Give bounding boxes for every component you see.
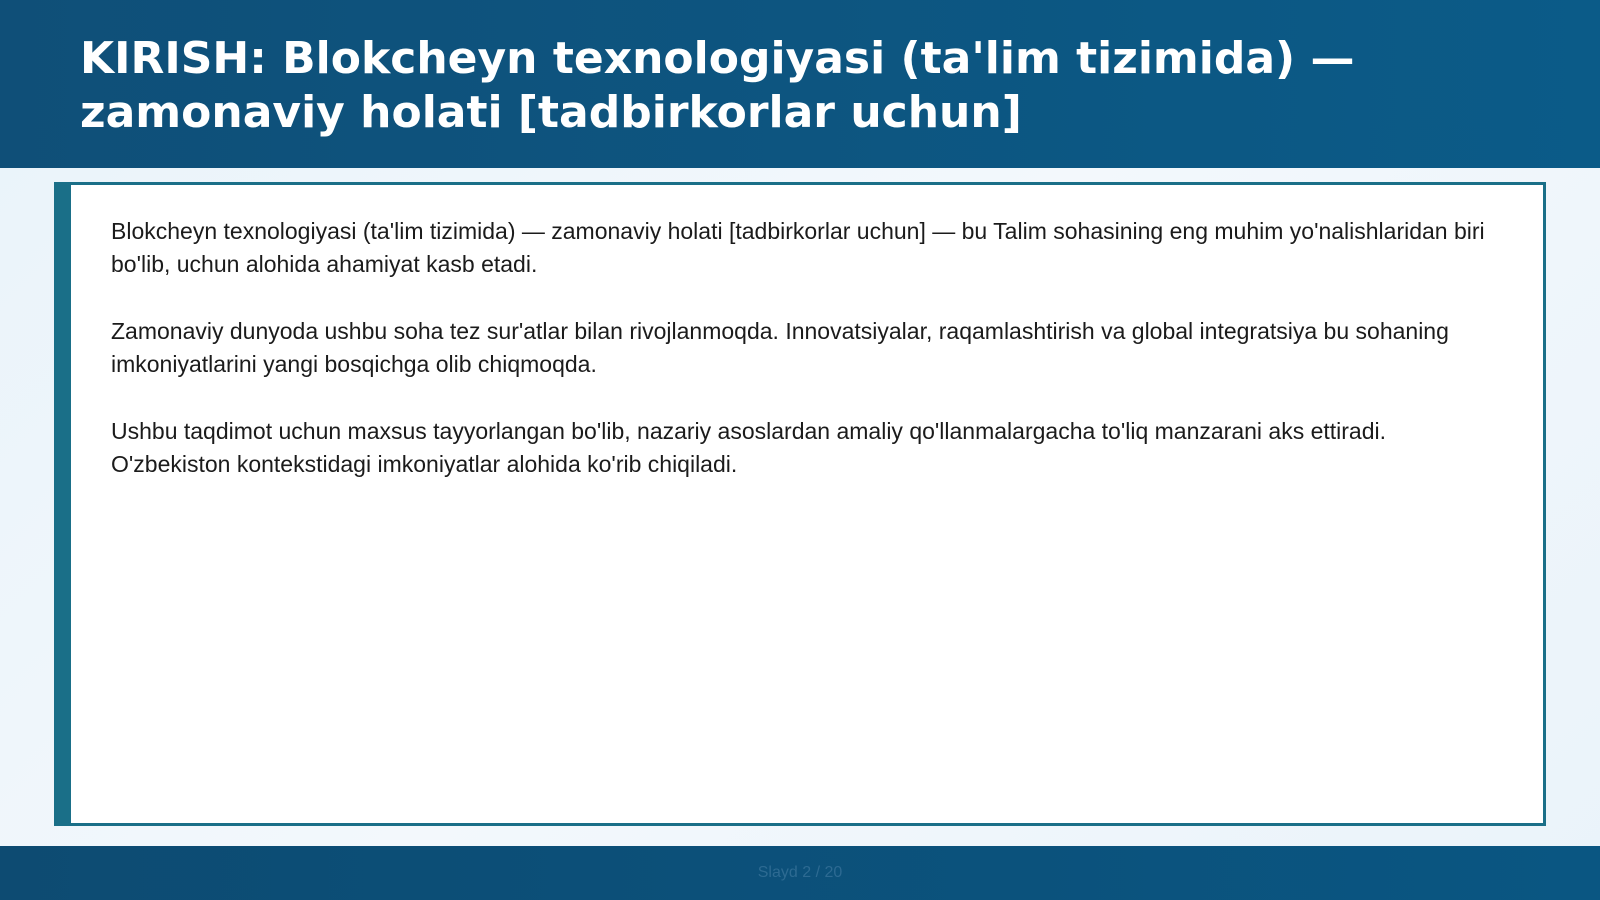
content-card [54,182,1546,826]
slide-header [0,0,1600,168]
content-text [111,215,1511,515]
presentation-purpose-paragraph: Ushbu taqdimot uchun maxsus tayyorlangan bo'lib, nazariy asoslardan amaliy qo'llanmalargacha to'liq manzarani aks ettiradi. O'zbekiston kontekstidagi imkoniyatlar alohida ko'rib chiqiladi. [111,418,1387,477]
modern-world-paragraph: Zamonaviy dunyoda ushbu soha tez sur'atlar bilan rivojlanmoqda. Innovatsiyalar, raqamlashtirish va global integratsiya bu sohaning imkoniyatlarini yangi bosqichga olib chiqmoqda. [111,318,1449,377]
slide-title: KIRISH: Blokcheyn texnologiyasi (ta'lim tizimida) — zamonaviy holati [tadbirkorlar uchun] [80,33,1355,138]
slide-footer [0,846,1600,900]
slide-number: Slayd 2 / 20 [757,864,843,881]
intro-paragraph: Blokcheyn texnologiyasi (ta'lim tizimida) — zamonaviy holati [tadbirkorlar uchun] — bu Talim sohasining eng muhim yo'nalishlaridan biri bo'lib, uchun alohida ahamiyat kasb etadi. [111,218,1485,277]
